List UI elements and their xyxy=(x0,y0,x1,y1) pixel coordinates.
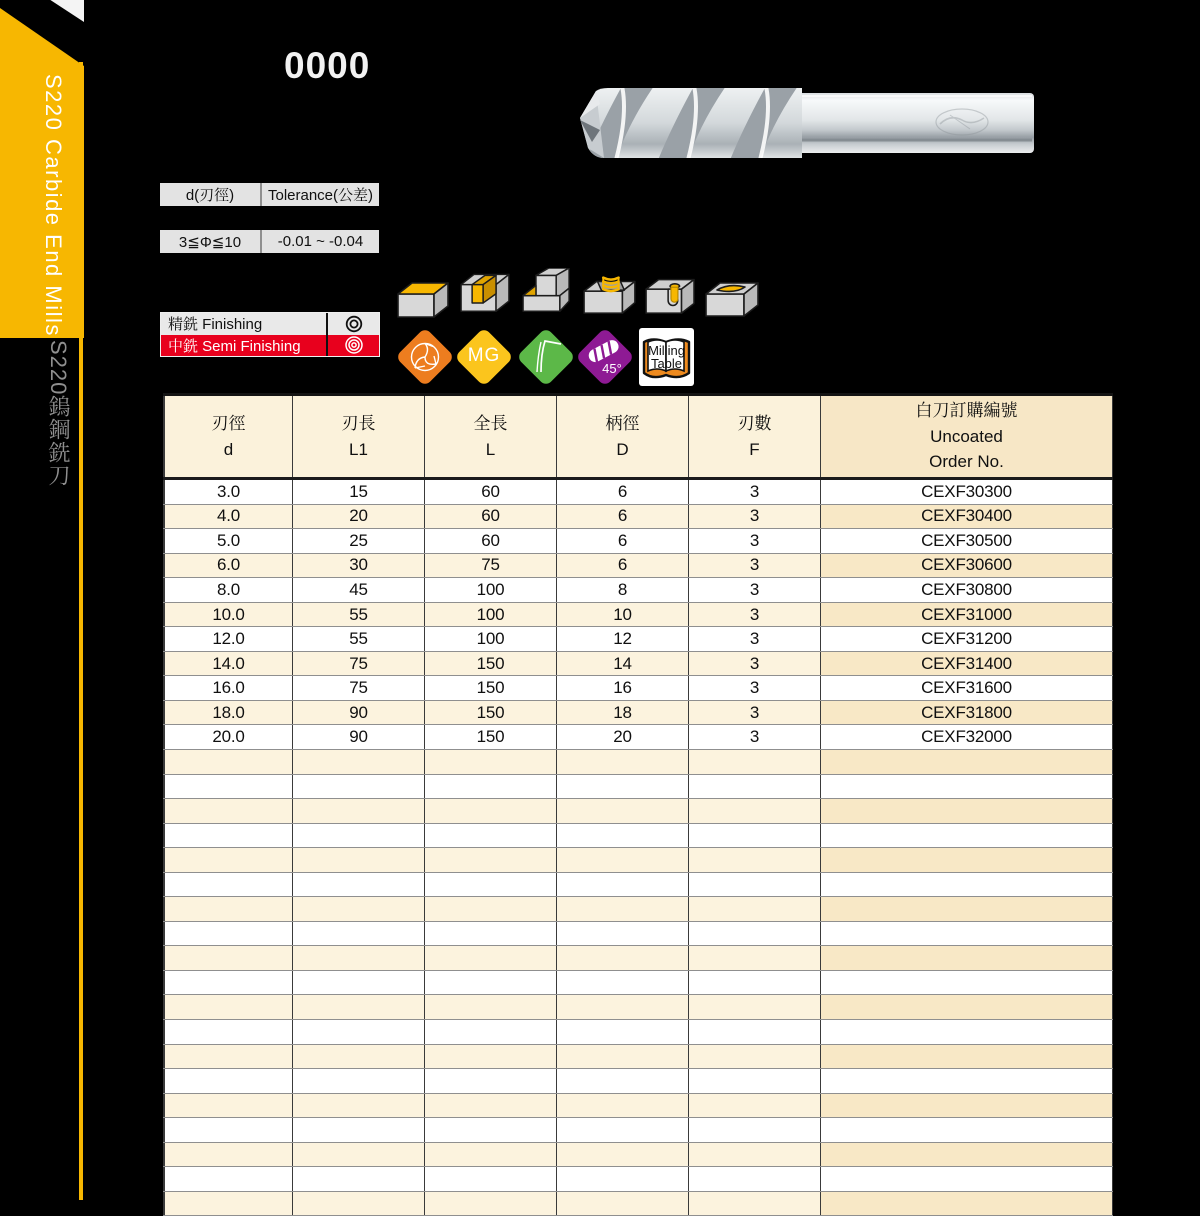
order-no-cell xyxy=(821,1045,1113,1069)
order-no-cell: CEXF31200 xyxy=(821,627,1113,651)
spec-cell xyxy=(689,995,821,1019)
plunge-milling-icon xyxy=(642,270,700,316)
spec-cell xyxy=(689,1094,821,1118)
spec-cell: 3 xyxy=(689,505,821,529)
spec-cell xyxy=(689,1045,821,1069)
spec-cell: 60 xyxy=(425,505,557,529)
order-no-cell xyxy=(821,1118,1113,1142)
spec-cell xyxy=(557,799,689,823)
finishing-table xyxy=(160,312,380,357)
spec-cell xyxy=(557,995,689,1019)
order-no-cell: CEXF30800 xyxy=(821,578,1113,602)
spec-cell: 3 xyxy=(689,676,821,700)
series-vertical-label: S220鎢鋼銑刀 xyxy=(46,340,71,488)
table-row xyxy=(163,775,1113,800)
spec-cell xyxy=(293,1045,425,1069)
spec-cell xyxy=(557,1020,689,1044)
header-flute-count xyxy=(689,396,821,477)
table-row xyxy=(163,971,1113,996)
spec-cell xyxy=(163,1118,293,1142)
spec-cell xyxy=(425,1020,557,1044)
spec-cell: 6 xyxy=(557,480,689,504)
spec-cell xyxy=(163,1020,293,1044)
shoulder-milling-icon xyxy=(518,268,576,314)
spec-cell: 20 xyxy=(557,725,689,749)
spec-cell: 18 xyxy=(557,701,689,725)
table-row xyxy=(163,897,1113,922)
spec-cell: 90 xyxy=(293,725,425,749)
header-order-no-en2: Order No. xyxy=(929,452,1004,472)
spec-cell: 10.0 xyxy=(163,603,293,627)
spec-cell xyxy=(163,1094,293,1118)
table-row xyxy=(163,1094,1113,1119)
mg-material-badge xyxy=(455,328,513,386)
spec-cell xyxy=(293,799,425,823)
spec-cell: 55 xyxy=(293,603,425,627)
spec-cell xyxy=(425,1045,557,1069)
finishing-row xyxy=(161,313,379,335)
table-row xyxy=(163,627,1113,652)
spec-cell xyxy=(557,971,689,995)
spec-cell xyxy=(293,775,425,799)
tolerance-value: -0.01 ~ -0.04 xyxy=(262,230,379,253)
spec-cell: 6.0 xyxy=(163,554,293,578)
spec-cell: 150 xyxy=(425,676,557,700)
table-row xyxy=(163,750,1113,775)
spec-table xyxy=(163,393,1113,1216)
vertical-accent-line xyxy=(79,62,83,1200)
spec-cell xyxy=(163,824,293,848)
spec-cell xyxy=(293,873,425,897)
spec-cell xyxy=(293,995,425,1019)
spec-cell xyxy=(163,995,293,1019)
table-row xyxy=(163,922,1113,947)
spec-cell: 16 xyxy=(557,676,689,700)
order-no-cell xyxy=(821,922,1113,946)
spec-cell xyxy=(557,897,689,921)
spec-cell xyxy=(425,1094,557,1118)
table-row xyxy=(163,603,1113,628)
spec-cell xyxy=(293,848,425,872)
order-no-cell: CEXF30300 xyxy=(821,480,1113,504)
spec-cell: 25 xyxy=(293,529,425,553)
spec-cell xyxy=(163,873,293,897)
spec-cell: 100 xyxy=(425,578,557,602)
finishing-label: 精銑 Finishing xyxy=(161,313,328,335)
header-overall-length-zh: 全長 xyxy=(473,414,508,433)
semi-finishing-row xyxy=(161,335,379,357)
spec-cell: 20 xyxy=(293,505,425,529)
spec-cell: 3 xyxy=(689,652,821,676)
order-no-cell xyxy=(821,1143,1113,1167)
spec-cell xyxy=(557,1167,689,1191)
spec-cell: 150 xyxy=(425,652,557,676)
spec-cell xyxy=(557,1045,689,1069)
spec-cell xyxy=(557,1069,689,1093)
tolerance-col1-header: d(刃徑) xyxy=(160,183,262,206)
table-row xyxy=(163,701,1113,726)
order-no-cell xyxy=(821,799,1113,823)
milling-table-label-line2: Table xyxy=(650,356,683,371)
spec-cell xyxy=(425,1143,557,1167)
spec-cell: 150 xyxy=(425,725,557,749)
spec-cell: 3 xyxy=(689,480,821,504)
face-milling-icon xyxy=(395,274,453,320)
spec-cell: 6 xyxy=(557,554,689,578)
spec-cell xyxy=(689,1167,821,1191)
spec-cell xyxy=(293,922,425,946)
order-no-cell xyxy=(821,750,1113,774)
helix-end-mill-icon xyxy=(576,328,634,386)
spec-cell: 6 xyxy=(557,529,689,553)
spec-cell: 12.0 xyxy=(163,627,293,651)
table-row xyxy=(163,799,1113,824)
table-row xyxy=(163,652,1113,677)
table-row xyxy=(163,824,1113,849)
table-row xyxy=(163,529,1113,554)
order-no-cell xyxy=(821,946,1113,970)
page-code: 0000 xyxy=(284,45,371,86)
spec-cell xyxy=(163,1143,293,1167)
order-no-cell xyxy=(821,1069,1113,1093)
end-mill-flutes xyxy=(578,86,804,160)
order-no-cell xyxy=(821,995,1113,1019)
spec-cell xyxy=(293,1118,425,1142)
table-row xyxy=(163,725,1113,750)
header-overall-length-en: L xyxy=(485,439,496,459)
order-no-cell: CEXF30500 xyxy=(821,529,1113,553)
spec-cell: 18.0 xyxy=(163,701,293,725)
header-overall-length xyxy=(425,396,557,477)
spec-cell: 75 xyxy=(293,652,425,676)
spec-cell: 45 xyxy=(293,578,425,602)
spec-cell: 55 xyxy=(293,627,425,651)
spec-cell xyxy=(689,922,821,946)
spec-cell xyxy=(689,750,821,774)
finishing-rating-double-circle-icon xyxy=(328,313,379,335)
spec-cell xyxy=(163,799,293,823)
spec-cell xyxy=(425,897,557,921)
spec-cell xyxy=(689,1143,821,1167)
spec-cell: 3 xyxy=(689,701,821,725)
milling-table-badge xyxy=(639,328,694,386)
spec-cell: 60 xyxy=(425,529,557,553)
spec-cell xyxy=(163,946,293,970)
table-row xyxy=(163,1118,1113,1143)
order-no-cell xyxy=(821,1192,1113,1216)
spec-cell xyxy=(689,1192,821,1216)
spec-cell: 15 xyxy=(293,480,425,504)
header-flute-length-zh: 刃長 xyxy=(341,414,376,433)
spec-cell xyxy=(557,750,689,774)
table-row xyxy=(163,505,1113,530)
order-no-cell xyxy=(821,824,1113,848)
spec-cell xyxy=(163,897,293,921)
spec-cell xyxy=(163,1167,293,1191)
spec-cell: 10 xyxy=(557,603,689,627)
corner-profile-icon xyxy=(517,328,575,386)
order-no-cell xyxy=(821,971,1113,995)
slot-milling-icon xyxy=(456,268,514,314)
milling-table-label-line1: Milling xyxy=(648,343,685,358)
order-no-cell xyxy=(821,775,1113,799)
spec-cell: 75 xyxy=(425,554,557,578)
header-diameter-en: d xyxy=(223,439,234,459)
mg-label: MG xyxy=(467,345,501,366)
tolerance-table-header xyxy=(160,183,379,206)
table-row xyxy=(163,578,1113,603)
tolerance-col2-header: Tolerance(公差) xyxy=(262,183,379,206)
diameter-range-value: 3≦Φ≦10 xyxy=(160,230,262,253)
table-row xyxy=(163,480,1113,505)
spec-cell xyxy=(689,799,821,823)
order-no-cell xyxy=(821,848,1113,872)
spec-cell xyxy=(293,1167,425,1191)
spec-cell xyxy=(557,1094,689,1118)
corner-profile-badge xyxy=(517,328,575,386)
spec-cell xyxy=(557,1192,689,1216)
table-row xyxy=(163,1167,1113,1192)
spec-cell xyxy=(163,848,293,872)
header-diameter-zh: 刃徑 xyxy=(211,414,246,433)
semi-finishing-rating-triple-circle-icon xyxy=(328,335,379,357)
spec-cell xyxy=(163,750,293,774)
helical-interpolation-icon xyxy=(580,270,638,316)
spec-cell: 12 xyxy=(557,627,689,651)
table-row xyxy=(163,1143,1113,1168)
spec-cell xyxy=(689,848,821,872)
spec-cell xyxy=(293,1192,425,1216)
spec-cell: 30 xyxy=(293,554,425,578)
spec-cell xyxy=(293,1020,425,1044)
order-no-cell: CEXF31600 xyxy=(821,676,1113,700)
table-row xyxy=(163,848,1113,873)
spec-cell xyxy=(689,897,821,921)
spec-cell xyxy=(425,1069,557,1093)
spec-cell xyxy=(293,897,425,921)
header-shank-diameter-en: D xyxy=(616,439,629,459)
spec-cell xyxy=(163,1069,293,1093)
order-no-cell: CEXF30400 xyxy=(821,505,1113,529)
spec-cell xyxy=(557,922,689,946)
spec-cell: 20.0 xyxy=(163,725,293,749)
header-shank-diameter-zh: 柄徑 xyxy=(605,414,640,433)
table-row xyxy=(163,946,1113,971)
spec-cell xyxy=(425,995,557,1019)
spec-cell: 150 xyxy=(425,701,557,725)
spec-cell xyxy=(425,824,557,848)
three-flute-badge xyxy=(396,328,454,386)
series-banner-label: S220 Carbide End Mills xyxy=(41,74,66,337)
spec-cell xyxy=(689,971,821,995)
spec-cell: 4.0 xyxy=(163,505,293,529)
table-row xyxy=(163,1069,1113,1094)
order-no-cell: CEXF30600 xyxy=(821,554,1113,578)
spec-cell xyxy=(163,971,293,995)
spec-cell: 8.0 xyxy=(163,578,293,602)
spec-cell xyxy=(689,824,821,848)
spec-cell xyxy=(293,750,425,774)
spec-cell xyxy=(425,1167,557,1191)
header-flute-count-zh: 刃數 xyxy=(737,414,772,433)
spec-cell xyxy=(689,946,821,970)
spec-cell xyxy=(293,946,425,970)
table-row xyxy=(163,873,1113,898)
spec-cell: 3 xyxy=(689,529,821,553)
table-row xyxy=(163,1020,1113,1045)
end-mill-photo xyxy=(570,84,1040,162)
header-diameter xyxy=(163,396,293,477)
spec-cell xyxy=(163,775,293,799)
spec-cell xyxy=(163,1192,293,1216)
spec-cell xyxy=(689,1118,821,1142)
table-row xyxy=(163,1045,1113,1070)
spec-cell: 3 xyxy=(689,578,821,602)
pocket-milling-icon xyxy=(703,274,761,320)
spec-cell xyxy=(293,971,425,995)
order-no-cell: CEXF32000 xyxy=(821,725,1113,749)
spec-cell: 3 xyxy=(689,554,821,578)
spec-cell xyxy=(689,1020,821,1044)
header-order-no-en: Uncoated xyxy=(930,426,1003,446)
spec-cell xyxy=(425,799,557,823)
spec-cell xyxy=(689,1069,821,1093)
spec-cell xyxy=(425,873,557,897)
milling-table-book-icon xyxy=(639,328,694,386)
order-no-cell: CEXF31400 xyxy=(821,652,1113,676)
spec-cell: 8 xyxy=(557,578,689,602)
spec-cell: 100 xyxy=(425,627,557,651)
order-no-cell: CEXF31800 xyxy=(821,701,1113,725)
spec-cell xyxy=(425,971,557,995)
spec-cell xyxy=(557,775,689,799)
spec-cell xyxy=(689,873,821,897)
spec-cell xyxy=(425,946,557,970)
header-order-no-zh: 白刀訂購編號 xyxy=(915,401,1018,421)
spec-cell xyxy=(293,1094,425,1118)
order-no-cell: CEXF31000 xyxy=(821,603,1113,627)
spec-cell xyxy=(557,1143,689,1167)
spec-cell xyxy=(163,1045,293,1069)
spec-cell: 5.0 xyxy=(163,529,293,553)
table-row xyxy=(163,1192,1113,1216)
helix-45-badge xyxy=(576,328,634,386)
end-mill-shank xyxy=(794,93,1034,153)
table-row xyxy=(163,676,1113,701)
spec-cell xyxy=(425,775,557,799)
spec-cell: 3 xyxy=(689,603,821,627)
spec-cell xyxy=(293,824,425,848)
header-flute-length xyxy=(293,396,425,477)
three-flute-cross-section-icon xyxy=(396,328,454,386)
spec-cell xyxy=(425,750,557,774)
order-no-cell xyxy=(821,873,1113,897)
header-flute-count-en: F xyxy=(749,439,760,459)
table-row xyxy=(163,554,1113,579)
spec-cell xyxy=(293,1069,425,1093)
spec-cell: 100 xyxy=(425,603,557,627)
order-no-cell xyxy=(821,1020,1113,1044)
spec-cell xyxy=(557,873,689,897)
spec-cell xyxy=(425,1118,557,1142)
spec-cell: 14.0 xyxy=(163,652,293,676)
table-row xyxy=(163,995,1113,1020)
spec-cell xyxy=(689,775,821,799)
spec-cell: 90 xyxy=(293,701,425,725)
header-flute-length-en: L1 xyxy=(349,439,368,459)
spec-cell: 16.0 xyxy=(163,676,293,700)
spec-cell: 75 xyxy=(293,676,425,700)
header-order-no xyxy=(821,396,1113,477)
spec-cell: 14 xyxy=(557,652,689,676)
tolerance-table-row xyxy=(160,230,379,253)
spec-cell: 3 xyxy=(689,725,821,749)
spec-cell: 3.0 xyxy=(163,480,293,504)
order-no-cell xyxy=(821,897,1113,921)
spec-cell: 6 xyxy=(557,505,689,529)
order-no-cell xyxy=(821,1167,1113,1191)
spec-cell xyxy=(425,848,557,872)
semi-finishing-label: 中銑 Semi Finishing xyxy=(161,335,328,357)
spec-cell xyxy=(557,824,689,848)
order-no-cell xyxy=(821,1094,1113,1118)
spec-cell xyxy=(557,848,689,872)
spec-cell xyxy=(557,946,689,970)
spec-cell xyxy=(425,1192,557,1216)
spec-cell xyxy=(293,1143,425,1167)
spec-cell xyxy=(163,922,293,946)
spec-table-header xyxy=(163,396,1113,480)
spec-cell: 3 xyxy=(689,627,821,651)
spec-cell xyxy=(425,922,557,946)
spec-table-body xyxy=(163,480,1113,1216)
header-shank-diameter xyxy=(557,396,689,477)
spec-cell xyxy=(557,1118,689,1142)
helix-angle-label: 45° xyxy=(602,361,622,376)
spec-cell: 60 xyxy=(425,480,557,504)
